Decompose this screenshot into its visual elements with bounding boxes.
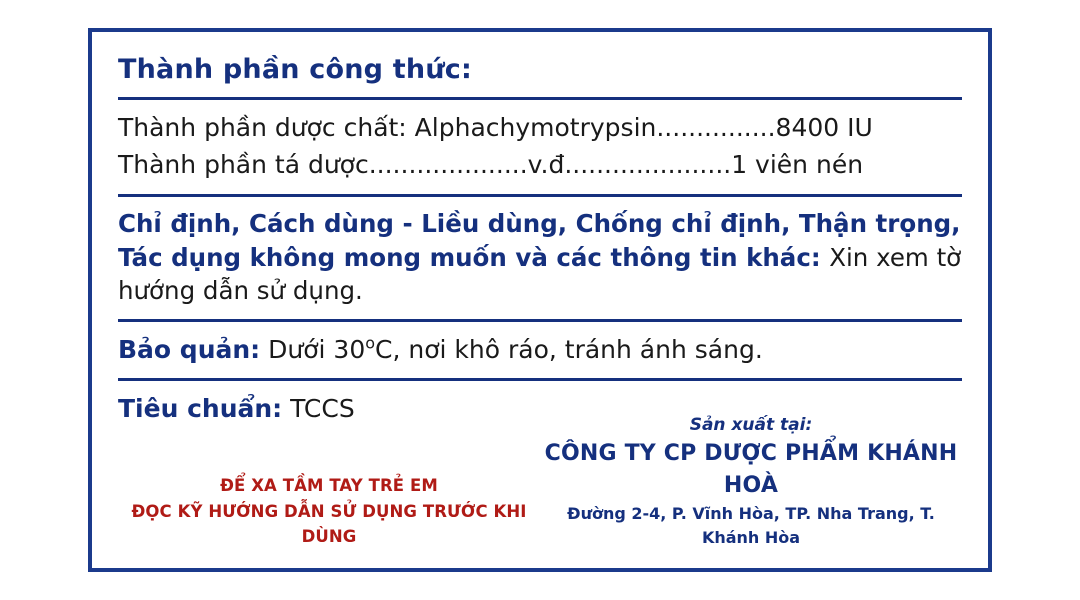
divider-2 <box>118 194 962 197</box>
manufacturer-block <box>540 413 962 550</box>
composition-line-active: Thành phần dược chất: Alphachymotrypsin...............8400 IU <box>118 113 873 143</box>
medicine-label-card <box>88 28 992 572</box>
standard-label: Tiêu chuẩn: <box>118 394 283 424</box>
standard-value: TCCS <box>290 394 355 424</box>
warning-keep-away: ĐỂ XA TẦM TAY TRẺ EM <box>220 476 438 496</box>
composition-line-excipients: Thành phần tá dược....................v.đ.....................1 viên nén <box>118 149 864 179</box>
divider-4 <box>118 378 962 381</box>
degree-symbol: o <box>365 333 376 353</box>
divider-3 <box>118 319 962 322</box>
storage-label: Bảo quản: <box>118 335 261 365</box>
storage-row <box>118 332 962 367</box>
composition-heading: Thành phần công thức: <box>118 54 472 85</box>
label-content <box>92 32 988 568</box>
manufacturer-address: Đường 2-4, P. Vĩnh Hòa, TP. Nha Trang, T. Khánh Hòa <box>567 504 935 547</box>
manufacturer-label: Sản xuất tại: <box>689 414 813 435</box>
usage-section <box>118 207 962 308</box>
label-footer <box>118 413 962 550</box>
divider-1 <box>118 97 962 100</box>
manufacturer-name: CÔNG TY CP DƯỢC PHẨM KHÁNH HOÀ <box>544 441 958 499</box>
usage-section-bold: Chỉ định, Cách dùng - Liều dùng, Chống chỉ định, Thận trọng, Tác dụng không mong muốn và các thông tin khác: <box>118 208 961 272</box>
storage-value-prefix: Dưới 30 <box>268 335 366 365</box>
usage-section-normal: Xin xem tờ hướng dẫn sử dụng. <box>118 242 962 306</box>
storage-value-suffix: C, nơi khô ráo, tránh ánh sáng. <box>375 335 763 365</box>
warning-block <box>118 473 540 550</box>
warning-read-leaflet: ĐỌC KỸ HƯỚNG DẪN SỬ DỤNG TRƯỚC KHI DÙNG <box>131 501 527 547</box>
